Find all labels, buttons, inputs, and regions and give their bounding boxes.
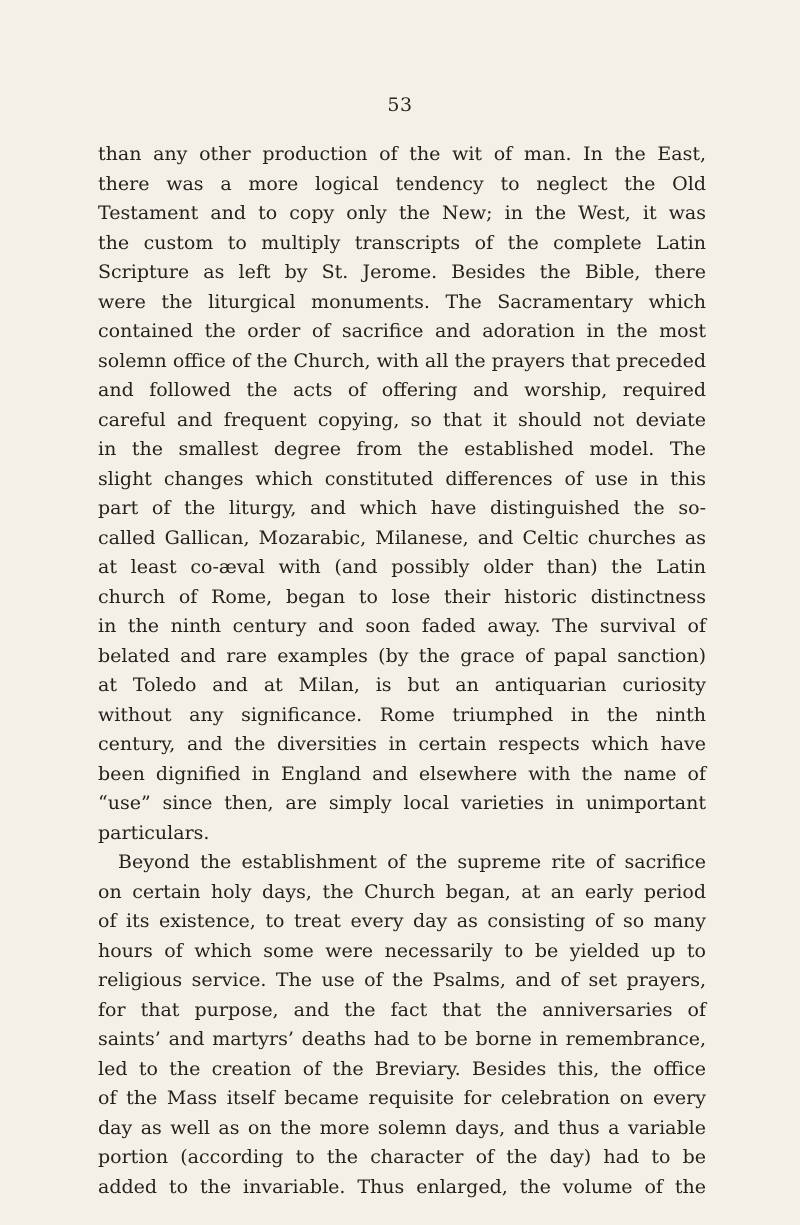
- body-text: [98, 140, 706, 1202]
- text-line: in the ninth century and soon faded away. The survival of: [98, 615, 706, 637]
- text-line: Beyond the establishment of the supreme rite of sacrifice: [118, 851, 706, 873]
- paragraph-2: [98, 848, 706, 1202]
- text-line: of the Mass itself became requisite for celebration on every: [98, 1087, 706, 1109]
- text-line: in the smallest degree from the established model. The: [98, 438, 706, 460]
- text-line: contained the order of sacrifice and adoration in the most: [98, 320, 706, 342]
- text-line: Testament and to copy only the New; in the West, it was: [98, 202, 706, 224]
- text-line: were the liturgical monuments. The Sacramentary which: [98, 290, 706, 313]
- text-line: hours of which some were necessarily to be yielded up to: [98, 939, 706, 962]
- text-line: called Gallican, Mozarabic, Milanese, and Celtic churches as: [98, 526, 706, 549]
- text-line: the custom to multiply transcripts of the complete Latin: [98, 231, 706, 254]
- text-line: religious service. The use of the Psalms, and of set prayers,: [98, 969, 706, 991]
- text-line: Scripture as left by St. Jerome. Besides the Bible, there: [98, 261, 706, 283]
- text-line: added to the invariable. Thus enlarged, the volume of the: [98, 1175, 706, 1198]
- text-line: church of Rome, began to lose their historic distinctness: [98, 585, 706, 608]
- text-line: at least co-æval with (and possibly older than) the Latin: [98, 556, 706, 578]
- text-line: been dignified in England and elsewhere with the name of: [98, 762, 706, 785]
- text-line: particulars.: [98, 821, 210, 844]
- text-line: there was a more logical tendency to neglect the Old: [98, 172, 706, 195]
- text-line: careful and frequent copying, so that it should not deviate: [98, 408, 706, 431]
- text-line: of its existence, to treat every day as consisting of so many: [98, 910, 706, 932]
- text-line: saints’ and martyrs’ deaths had to be borne in remembrance,: [98, 1028, 706, 1050]
- text-line: belated and rare examples (by the grace of papal sanction): [98, 644, 706, 667]
- text-line: slight changes which constituted differences of use in this: [98, 467, 706, 490]
- text-line: part of the liturgy, and which have distinguished the so-: [98, 497, 706, 519]
- text-line: portion (according to the character of the day) had to be: [98, 1146, 706, 1168]
- text-line: and followed the acts of offering and worship, required: [98, 379, 706, 401]
- text-line: led to the creation of the Breviary. Besides this, the office: [98, 1057, 706, 1080]
- text-line: for that purpose, and the fact that the anniversaries of: [98, 998, 706, 1021]
- text-line: on certain holy days, the Church began, at an early period: [98, 880, 706, 903]
- text-line: “use” since then, are simply local varieties in unimportant: [98, 792, 706, 814]
- text-line: day as well as on the more solemn days, and thus a variable: [98, 1116, 706, 1139]
- text-line: than any other production of the wit of man. In the East,: [98, 143, 706, 165]
- text-line: solemn office of the Church, with all the prayers that preceded: [98, 349, 706, 372]
- text-line: at Toledo and at Milan, is but an antiquarian curiosity: [98, 674, 706, 696]
- text-line: without any significance. Rome triumphed in the ninth: [98, 703, 706, 726]
- text-line: century, and the diversities in certain respects which have: [98, 733, 706, 755]
- page-number: 53: [387, 94, 413, 116]
- paragraph-1: [98, 140, 706, 848]
